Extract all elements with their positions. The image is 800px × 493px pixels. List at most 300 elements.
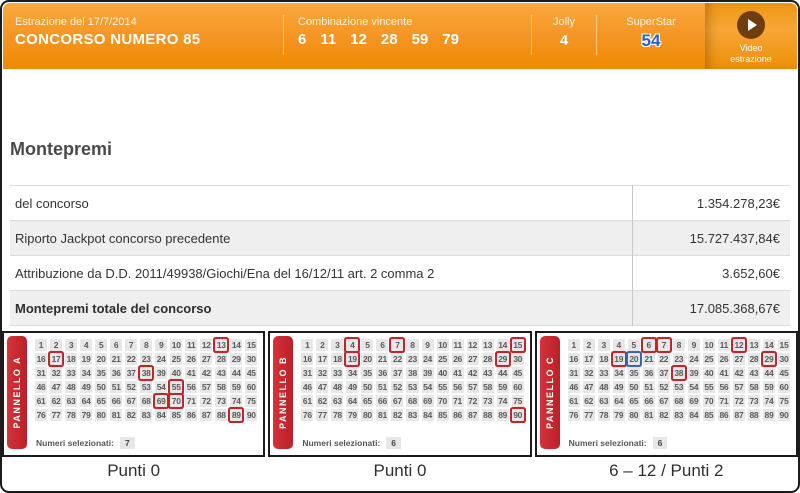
- number-cell: 24: [423, 354, 432, 364]
- number-cell: 89: [764, 410, 774, 420]
- number-cell: 8: [673, 339, 685, 351]
- number-cell: 85: [704, 410, 714, 420]
- number-cell: 66: [378, 396, 387, 406]
- number-cell: 55: [704, 382, 714, 392]
- number-cell: 31: [302, 368, 312, 378]
- number-cell: 3: [598, 339, 610, 351]
- number-cell: 21: [111, 354, 121, 364]
- number-cell: 43: [749, 368, 759, 378]
- number-cell: 37: [393, 368, 402, 378]
- number-cell: 11: [187, 340, 196, 350]
- number-cell: 57: [734, 382, 744, 392]
- number-cell: 38: [141, 368, 151, 378]
- number-cell: 73: [216, 396, 226, 406]
- number-cell: 82: [659, 410, 669, 420]
- number-cell: 2: [583, 339, 595, 351]
- number-cell: 65: [362, 396, 372, 406]
- superstar-value: 54: [641, 31, 661, 50]
- number-cell: 39: [423, 368, 432, 378]
- number-cell: 77: [317, 410, 327, 420]
- number-cell: 74: [231, 396, 241, 406]
- number-cell: 54: [689, 382, 699, 392]
- montepremi-row: [10, 291, 790, 326]
- panel-c: [535, 331, 798, 457]
- number-cell: 75: [779, 396, 789, 406]
- number-cell: 78: [332, 410, 342, 420]
- number-cell: 38: [674, 368, 684, 378]
- number-cell: 90: [779, 410, 789, 420]
- number-cell: 89: [231, 410, 241, 420]
- number-cell: 13: [216, 340, 226, 350]
- number-cell: 88: [749, 410, 759, 420]
- number-cell: 24: [689, 354, 699, 364]
- number-cell: 64: [81, 396, 91, 406]
- panel-b-ribbon: [273, 336, 293, 449]
- number-cell: 23: [141, 354, 151, 364]
- number-cell: 68: [674, 396, 684, 406]
- panel-a-caption: Punti 0: [107, 461, 161, 480]
- selected-count-label: Numeri selezionati:: [568, 438, 647, 448]
- number-cell: 23: [408, 354, 417, 364]
- number-cell: 54: [423, 382, 432, 392]
- number-cell: 36: [378, 368, 387, 378]
- number-cell: 11: [719, 340, 729, 350]
- number-cell: 44: [764, 368, 774, 378]
- number-cell: 43: [216, 368, 226, 378]
- number-cell: 15: [779, 340, 789, 350]
- number-cell: 5: [95, 339, 107, 351]
- play-triangle-icon: [748, 19, 757, 31]
- number-cell: 70: [438, 396, 447, 406]
- jolly-block: [532, 3, 596, 69]
- number-cell: 60: [513, 382, 523, 392]
- montepremi-table-body: [10, 186, 790, 326]
- number-cell: 32: [317, 368, 327, 378]
- number-cell: 28: [216, 354, 226, 364]
- number-cell: 17: [317, 354, 327, 364]
- contest-info: [3, 3, 283, 69]
- number-cell: 30: [246, 354, 256, 364]
- number-cell: 49: [81, 382, 91, 392]
- number-cell: 63: [332, 396, 342, 406]
- winning-numbers: [298, 31, 531, 48]
- selected-count-label: Numeri selezionati:: [302, 438, 381, 448]
- number-cell: 7: [391, 339, 403, 351]
- number-cell: 13: [483, 340, 493, 350]
- number-cell: 34: [347, 368, 357, 378]
- number-cell: 59: [498, 382, 508, 392]
- number-cell: 63: [599, 396, 609, 406]
- superstar-block: [597, 3, 705, 69]
- number-cell: 67: [126, 396, 136, 406]
- number-cell: 19: [614, 354, 624, 364]
- number-cell: 3: [65, 339, 77, 351]
- panel-a-ribbon: [7, 336, 27, 449]
- number-cell: 54: [156, 382, 166, 392]
- header: [3, 3, 797, 69]
- number-cell: 79: [614, 410, 624, 420]
- number-cell: 29: [498, 354, 508, 364]
- number-cell: 86: [453, 410, 462, 420]
- number-cell: 20: [96, 354, 106, 364]
- montepremi-row: [10, 221, 790, 256]
- number-cell: 44: [498, 368, 508, 378]
- number-cell: 72: [734, 396, 744, 406]
- number-cell: 35: [629, 368, 639, 378]
- number-cell: 41: [453, 368, 462, 378]
- panel-a: [2, 331, 265, 457]
- montepremi-row-value: 3.652,60€: [632, 256, 790, 291]
- number-cell: 84: [156, 410, 166, 420]
- number-cell: 85: [171, 410, 181, 420]
- number-cell: 68: [408, 396, 417, 406]
- number-cell: 6: [376, 339, 388, 351]
- number-cell: 32: [584, 368, 594, 378]
- video-button-label-line1: Video: [739, 43, 763, 53]
- number-cell: 10: [704, 340, 714, 350]
- number-cell: 62: [317, 396, 327, 406]
- number-cell: 65: [96, 396, 106, 406]
- number-cell: 17: [51, 354, 61, 364]
- montepremi-row-value: 15.727.437,84€: [632, 221, 790, 256]
- number-cell: 43: [483, 368, 493, 378]
- panel-a-number-grid: [35, 339, 257, 421]
- number-cell: 26: [186, 354, 196, 364]
- number-cell: 46: [36, 382, 46, 392]
- winning-combination-label: Combinazione vincente: [298, 16, 413, 28]
- winning-number: 6: [298, 31, 307, 48]
- number-cell: 80: [629, 410, 639, 420]
- number-cell: 90: [246, 410, 256, 420]
- number-cell: 16: [302, 354, 312, 364]
- number-cell: 85: [438, 410, 447, 420]
- number-cell: 42: [468, 368, 477, 378]
- number-cell: 74: [498, 396, 508, 406]
- number-cell: 56: [453, 382, 462, 392]
- winning-combination: [284, 3, 531, 69]
- number-cell: 7: [125, 339, 137, 351]
- number-cell: 75: [246, 396, 256, 406]
- number-cell: 12: [201, 340, 211, 350]
- number-cell: 47: [317, 382, 327, 392]
- montepremi-title: Montepremi: [10, 139, 113, 159]
- number-cell: 2: [50, 339, 62, 351]
- montepremi-row-value: 1.354.278,23€: [632, 186, 790, 221]
- panel-a-selected-count: [36, 438, 135, 448]
- number-cell: 15: [513, 340, 523, 350]
- number-cell: 81: [111, 410, 121, 420]
- number-cell: 55: [438, 382, 447, 392]
- number-cell: 51: [644, 382, 654, 392]
- number-cell: 82: [393, 410, 402, 420]
- superstar-label: SuperStar: [626, 16, 676, 28]
- number-cell: 83: [674, 410, 684, 420]
- number-cell: 61: [302, 396, 312, 406]
- number-cell: 44: [231, 368, 241, 378]
- number-cell: 52: [659, 382, 669, 392]
- number-cell: 29: [764, 354, 774, 364]
- number-cell: 53: [141, 382, 151, 392]
- number-cell: 16: [36, 354, 46, 364]
- panel-c-ribbon-label: PANNELLO C: [544, 356, 555, 429]
- video-estrazione-button[interactable]: [705, 3, 797, 69]
- number-cell: 64: [614, 396, 624, 406]
- jolly-label: Jolly: [552, 16, 575, 28]
- montepremi-row: [10, 256, 790, 291]
- number-cell: 90: [513, 410, 523, 420]
- number-cell: 2: [316, 339, 328, 351]
- number-cell: 63: [66, 396, 76, 406]
- number-cell: 61: [36, 396, 46, 406]
- number-cell: 69: [423, 396, 432, 406]
- number-cell: 22: [126, 354, 136, 364]
- number-cell: 65: [629, 396, 639, 406]
- number-cell: 56: [186, 382, 196, 392]
- number-cell: 26: [719, 354, 729, 364]
- number-cell: 10: [171, 340, 181, 350]
- number-cell: 30: [513, 354, 523, 364]
- number-cell: 87: [734, 410, 744, 420]
- number-cell: 24: [156, 354, 166, 364]
- number-cell: 35: [96, 368, 106, 378]
- number-cell: 36: [644, 368, 654, 378]
- number-cell: 40: [171, 368, 181, 378]
- number-cell: 46: [569, 382, 579, 392]
- draw-date-label: Estrazione del 17/7/2014: [15, 16, 137, 28]
- number-cell: 76: [302, 410, 312, 420]
- number-cell: 89: [498, 410, 508, 420]
- number-cell: 50: [629, 382, 639, 392]
- panel-c-ribbon: [540, 336, 560, 449]
- number-cell: 9: [155, 339, 167, 351]
- number-cell: 40: [704, 368, 714, 378]
- number-cell: 47: [51, 382, 61, 392]
- number-cell: 18: [599, 354, 609, 364]
- number-cell: 34: [81, 368, 91, 378]
- number-cell: 71: [719, 396, 729, 406]
- number-cell: 10: [438, 340, 447, 350]
- number-cell: 46: [302, 382, 312, 392]
- montepremi-row-value: 17.085.368,67€: [632, 291, 790, 326]
- montepremi-row-label: del concorso: [15, 195, 89, 211]
- winning-number: 28: [380, 31, 398, 48]
- number-cell: 79: [81, 410, 91, 420]
- number-cell: 40: [438, 368, 447, 378]
- number-cell: 9: [422, 339, 434, 351]
- number-cell: 27: [734, 354, 744, 364]
- panel-b-caption: Punti 0: [373, 461, 427, 480]
- number-cell: 11: [453, 340, 462, 350]
- number-cell: 51: [378, 382, 387, 392]
- winning-number: 12: [350, 31, 367, 48]
- number-cell: 38: [408, 368, 417, 378]
- number-cell: 80: [362, 410, 372, 420]
- number-cell: 45: [513, 368, 523, 378]
- number-cell: 60: [779, 382, 789, 392]
- number-cell: 27: [201, 354, 211, 364]
- number-cell: 42: [201, 368, 211, 378]
- number-cell: 45: [779, 368, 789, 378]
- number-cell: 25: [704, 354, 714, 364]
- number-cell: 56: [719, 382, 729, 392]
- panel-b-selected-count: [302, 438, 401, 448]
- montepremi-row: [10, 186, 790, 221]
- number-cell: 29: [231, 354, 241, 364]
- number-cell: 6: [110, 339, 122, 351]
- number-cell: 48: [66, 382, 76, 392]
- number-cell: 20: [629, 354, 639, 364]
- panels: [2, 331, 798, 457]
- number-cell: 81: [644, 410, 654, 420]
- number-cell: 5: [361, 339, 373, 351]
- captions: [2, 461, 798, 481]
- number-cell: 82: [126, 410, 136, 420]
- number-cell: 6: [643, 339, 655, 351]
- number-cell: 1: [568, 339, 580, 351]
- number-cell: 12: [468, 340, 477, 350]
- number-cell: 33: [332, 368, 342, 378]
- number-cell: 13: [749, 340, 759, 350]
- number-cell: 66: [644, 396, 654, 406]
- number-cell: 58: [749, 382, 759, 392]
- number-cell: 68: [141, 396, 151, 406]
- panel-b: [268, 331, 531, 457]
- number-cell: 26: [453, 354, 462, 364]
- number-cell: 77: [584, 410, 594, 420]
- number-cell: 37: [126, 368, 136, 378]
- number-cell: 66: [111, 396, 121, 406]
- number-cell: 37: [659, 368, 669, 378]
- number-cell: 39: [689, 368, 699, 378]
- selected-count-value: 6: [653, 437, 668, 449]
- number-cell: 70: [171, 396, 181, 406]
- number-cell: 53: [674, 382, 684, 392]
- number-cell: 81: [378, 410, 387, 420]
- number-cell: 9: [688, 339, 700, 351]
- number-cell: 53: [408, 382, 417, 392]
- number-cell: 62: [584, 396, 594, 406]
- number-cell: 25: [171, 354, 181, 364]
- number-cell: 73: [749, 396, 759, 406]
- number-cell: 42: [734, 368, 744, 378]
- number-cell: 28: [483, 354, 493, 364]
- number-cell: 22: [659, 354, 669, 364]
- number-cell: 52: [393, 382, 402, 392]
- montepremi-row-label: Riporto Jackpot concorso precedente: [15, 230, 231, 246]
- number-cell: 32: [51, 368, 61, 378]
- number-cell: 70: [704, 396, 714, 406]
- number-cell: 67: [659, 396, 669, 406]
- number-cell: 28: [749, 354, 759, 364]
- number-cell: 50: [96, 382, 106, 392]
- number-cell: 4: [346, 339, 358, 351]
- number-cell: 8: [140, 339, 152, 351]
- contest-title: CONCORSO NUMERO 85: [15, 31, 201, 48]
- number-cell: 84: [689, 410, 699, 420]
- number-cell: 74: [764, 396, 774, 406]
- number-cell: 47: [584, 382, 594, 392]
- number-cell: 57: [201, 382, 211, 392]
- number-cell: 88: [483, 410, 493, 420]
- number-cell: 48: [332, 382, 342, 392]
- number-cell: 3: [331, 339, 343, 351]
- number-cell: 34: [614, 368, 624, 378]
- number-cell: 73: [483, 396, 493, 406]
- number-cell: 31: [569, 368, 579, 378]
- number-cell: 48: [599, 382, 609, 392]
- number-cell: 64: [347, 396, 357, 406]
- number-cell: 76: [569, 410, 579, 420]
- montepremi-row-label: Attribuzione da D.D. 2011/49938/Giochi/Ena del 16/12/11 art. 2 comma 2: [15, 265, 435, 281]
- number-cell: 59: [764, 382, 774, 392]
- number-cell: 71: [453, 396, 462, 406]
- number-cell: 58: [216, 382, 226, 392]
- montepremi-section: [2, 139, 798, 326]
- number-cell: 78: [66, 410, 76, 420]
- number-cell: 30: [779, 354, 789, 364]
- number-cell: 16: [569, 354, 579, 364]
- panel-c-caption: 6 – 12 / Punti 2: [609, 461, 724, 480]
- number-cell: 83: [141, 410, 151, 420]
- number-cell: 69: [156, 396, 166, 406]
- number-cell: 59: [231, 382, 241, 392]
- number-cell: 14: [498, 340, 508, 350]
- montepremi-row-label: Montepremi totale del concorso: [15, 300, 212, 316]
- number-cell: 50: [362, 382, 372, 392]
- number-cell: 75: [513, 396, 523, 406]
- number-cell: 20: [362, 354, 372, 364]
- number-cell: 55: [171, 382, 181, 392]
- number-cell: 19: [347, 354, 357, 364]
- number-cell: 23: [674, 354, 684, 364]
- winning-number: 11: [320, 31, 337, 48]
- number-cell: 61: [569, 396, 579, 406]
- number-cell: 86: [186, 410, 196, 420]
- number-cell: 83: [408, 410, 417, 420]
- number-cell: 60: [246, 382, 256, 392]
- number-cell: 31: [36, 368, 46, 378]
- montepremi-table: [10, 185, 790, 326]
- number-cell: 18: [332, 354, 342, 364]
- number-cell: 5: [628, 339, 640, 351]
- number-cell: 58: [483, 382, 493, 392]
- number-cell: 41: [186, 368, 196, 378]
- number-cell: 12: [734, 340, 744, 350]
- number-cell: 14: [764, 340, 774, 350]
- number-cell: 33: [599, 368, 609, 378]
- number-cell: 87: [468, 410, 477, 420]
- number-cell: 7: [658, 339, 670, 351]
- number-cell: 51: [111, 382, 121, 392]
- number-cell: 77: [51, 410, 61, 420]
- number-cell: 49: [347, 382, 357, 392]
- number-cell: 52: [126, 382, 136, 392]
- number-cell: 14: [231, 340, 241, 350]
- number-cell: 21: [644, 354, 654, 364]
- number-cell: 62: [51, 396, 61, 406]
- number-cell: 78: [599, 410, 609, 420]
- number-cell: 69: [689, 396, 699, 406]
- number-cell: 4: [613, 339, 625, 351]
- panel-b-number-grid: [301, 339, 523, 421]
- number-cell: 72: [468, 396, 477, 406]
- number-cell: 39: [156, 368, 166, 378]
- number-cell: 22: [393, 354, 402, 364]
- selected-count-label: Numeri selezionati:: [36, 438, 114, 448]
- number-cell: 67: [393, 396, 402, 406]
- selected-count-value: 7: [120, 437, 135, 449]
- number-cell: 41: [719, 368, 729, 378]
